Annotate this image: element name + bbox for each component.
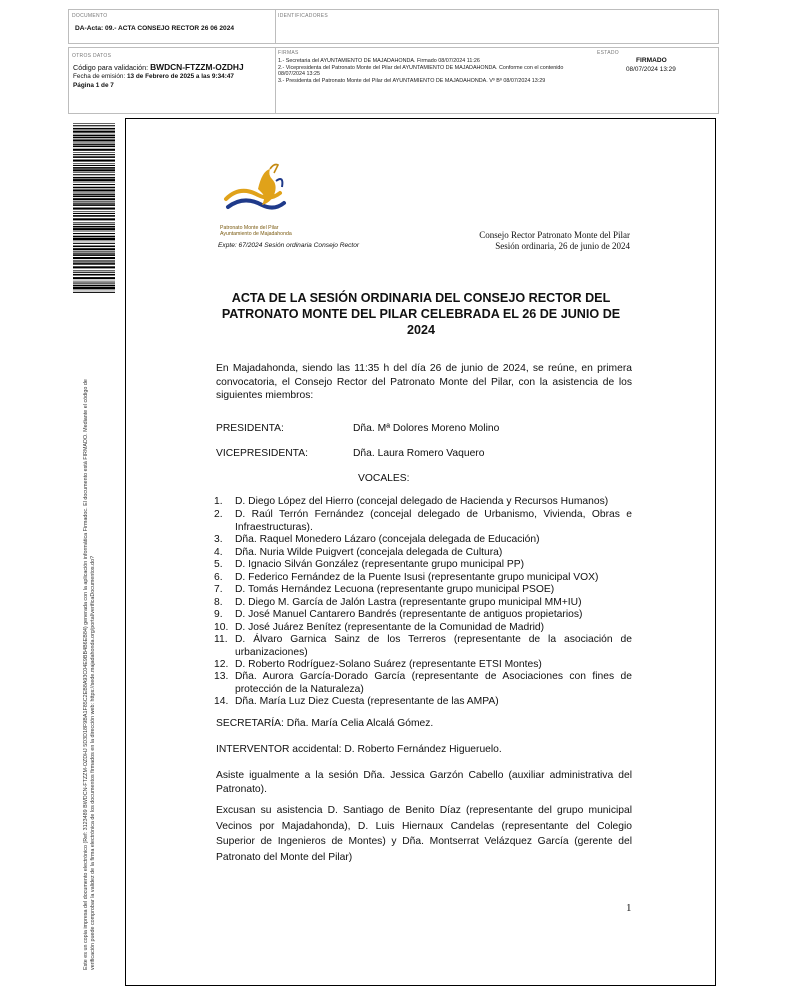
- firmas-label: FIRMAS: [278, 50, 299, 56]
- page-count: Página 1 de 7: [73, 82, 114, 89]
- emission-date: [73, 73, 234, 80]
- document-page: [125, 118, 716, 986]
- vocal-number: 7.: [214, 584, 223, 595]
- vocal-number: 14.: [214, 696, 229, 707]
- vocal-number: 13.: [214, 671, 229, 682]
- logo-text-2: Ayuntamiento de Majadahonda: [220, 231, 292, 237]
- vocal-text: D. Ignacio Silván González (representante grupo municipal PP): [235, 559, 525, 570]
- org-line-1: Consejo Rector Patronato Monte del Pilar: [479, 230, 630, 240]
- validation-code-prefix: Código para validación:: [73, 63, 151, 72]
- vocal-text: Dña. María Luz Diez Cuesta (representante de las AMPA): [235, 696, 499, 707]
- vocal-text: D. José Manuel Cantarero Bandrés (representante de antiguos propietarios): [235, 609, 583, 620]
- vocal-text: D. Raúl Terrón Fernández (concejal delegado de Urbanismo, Vivienda, Obras e Infraestructuras).: [235, 509, 632, 533]
- expte-label: Expte: 67/2024 Sesión ordinaria Consejo Rector: [218, 242, 360, 249]
- vocal-number: 8.: [214, 597, 223, 608]
- firma-2: 2.- Vicepresidenta del Patronato Monte del Pilar del AYUNTAMIENTO DE MAJADAHONDA. Conforme con el contenido: [278, 65, 564, 71]
- secretaria-line: SECRETARÍA: Dña. María Celia Alcalá Gómez.: [216, 718, 434, 729]
- vocal-text: D. Federico Fernández de la Puente Isusi (representante grupo municipal VOX): [235, 572, 599, 583]
- presidenta-value: Dña. Mª Dolores Moreno Molino: [353, 423, 500, 434]
- vocal-text: D. Roberto Rodríguez-Solano Suárez (representante ETSI Montes): [235, 659, 542, 670]
- estado-date: 08/07/2024 13:29: [626, 66, 676, 73]
- vocal-number: 9.: [214, 609, 223, 620]
- vocal-number: 3.: [214, 534, 223, 545]
- asiste-paragraph: Asiste igualmente a la sesión Dña. Jessica Garzón Cabello (auxiliar administrativa del Patronato).: [216, 770, 632, 795]
- vocal-number: 10.: [214, 622, 229, 633]
- vocal-number: 12.: [214, 659, 229, 670]
- header-divider-2: [275, 47, 276, 114]
- acta-title: [186, 290, 656, 338]
- estado-value: FIRMADO: [636, 57, 667, 64]
- acta-title-line-2: PATRONATO MONTE DEL PILAR CELEBRADA EL 26 DE JUNIO DE: [221, 307, 621, 321]
- page-number: 1: [626, 902, 632, 914]
- vicepresidenta-value: Dña. Laura Romero Vaquero: [353, 448, 485, 459]
- vicepresidenta-label: VICEPRESIDENTA:: [216, 448, 308, 459]
- vocal-text: D. Diego López del Hierro (concejal delegado de Hacienda y Recursos Humanos): [235, 496, 609, 507]
- vocal-number: 4.: [214, 547, 223, 558]
- vocal-number: 2.: [214, 509, 223, 520]
- validation-code: [73, 62, 244, 72]
- vocal-number: 6.: [214, 572, 223, 583]
- interventor-line: INTERVENTOR accidental: D. Roberto Fernández Higueruelo.: [216, 744, 502, 755]
- vocal-number: 5.: [214, 559, 223, 570]
- vocal-number: 1.: [214, 496, 223, 507]
- acta-title-line-1: ACTA DE LA SESIÓN ORDINARIA DEL CONSEJO RECTOR DEL: [231, 291, 611, 305]
- side-text-line-2: verificación puede comprobar la validez de la firma electrónica de los documentos firmados en la dirección web: https://sede.majadahonda.org/portal/verificaDocumentos.do?: [90, 555, 96, 970]
- emission-date-value: 13 de Febrero de 2025 a las 9:34:47: [127, 73, 234, 80]
- presidenta-label: PRESIDENTA:: [216, 423, 284, 434]
- header-divider-1: [275, 9, 276, 44]
- documento-label: DOCUMENTO: [72, 13, 108, 19]
- vocal-text: D. José Juárez Benítez (representante de la Comunidad de Madrid): [235, 622, 545, 633]
- org-line-2: Sesión ordinaria, 26 de junio de 2024: [495, 241, 630, 251]
- estado-label: ESTADO: [597, 50, 619, 56]
- vocal-text: D. Diego M. García de Jalón Lastra (representante grupo municipal MM+IU): [235, 597, 582, 608]
- identificadores-label: IDENTIFICADORES: [278, 13, 329, 19]
- acta-title-line-3: 2024: [406, 323, 436, 337]
- vocal-text: Dña. Aurora García-Dorado García (representante de Asociaciones con fines de protección de la Naturaleza): [235, 671, 632, 695]
- vocales-label: VOCALES:: [358, 473, 410, 484]
- emission-date-prefix: Fecha de emisión:: [73, 73, 127, 80]
- vocal-text: D. Álvaro Garnica Sainz de los Terreros (representante de la asociación de urbanizaciones): [235, 634, 632, 658]
- validation-code-value: BWDCN-FTZZM-OZDHJ: [150, 62, 244, 72]
- vocal-text: Dña. Nuria Wilde Puigvert (concejala delegada de Cultura): [235, 547, 503, 558]
- firma-2-date: 08/07/2024 13:25: [278, 71, 320, 77]
- documento-value: DA-Acta: 09.- ACTA CONSEJO RECTOR 26 06 2024: [75, 25, 235, 32]
- barcode: [73, 123, 115, 293]
- side-text-line-1: Este es un copia impresa del documento electrónico (Ref: 3123489 BWDCN-FTZZM-OZDHJ 5D3D18F9BA1F85C2EB8A93C04E9BB4B6EB84) generada con la aplicación informática Firmadoc. El documento está FIRMADO. Mediante el código de: [83, 379, 89, 970]
- vocal-number: 11.: [214, 634, 228, 645]
- otros-datos-label: OTROS DATOS: [72, 53, 112, 59]
- firma-3: 3.- Presidenta del Patronato Monte del Pilar del AYUNTAMIENTO DE MAJADAHONDA. Vº Bº 08/07/2024 13:29: [278, 78, 546, 84]
- excusan-paragraph: Excusan su asistencia D. Santiago de Benito Díaz (representante del grupo municipal Vecinos por Majadahonda), D. Luis Hiernaux Candelas (representante del Colegio Superior de Ingenieros de Montes) y Dña. Montserrat Velázquez García (gerente del Patronato del Monte del Pilar): [216, 805, 632, 863]
- firma-1: 1.- Secretaria del AYUNTAMIENTO DE MAJADAHONDA. Firmado 08/07/2024 11:26: [278, 58, 480, 64]
- patronato-logo: [218, 161, 314, 231]
- vocal-text: D. Tomás Hernández Lecuona (representante grupo municipal PSOE): [235, 584, 555, 595]
- vocal-text: Dña. Raquel Monedero Lázaro (concejala delegada de Educación): [235, 534, 540, 545]
- logo-text-1: Patronato Monte del Pilar: [220, 225, 279, 231]
- intro-paragraph: En Majadahonda, siendo las 11:35 h del día 26 de junio de 2024, se reúne, en primera convocatoria, el Consejo Rector del Patronato Monte del Pilar, con la asistencia de los siguientes miembros:: [216, 363, 632, 402]
